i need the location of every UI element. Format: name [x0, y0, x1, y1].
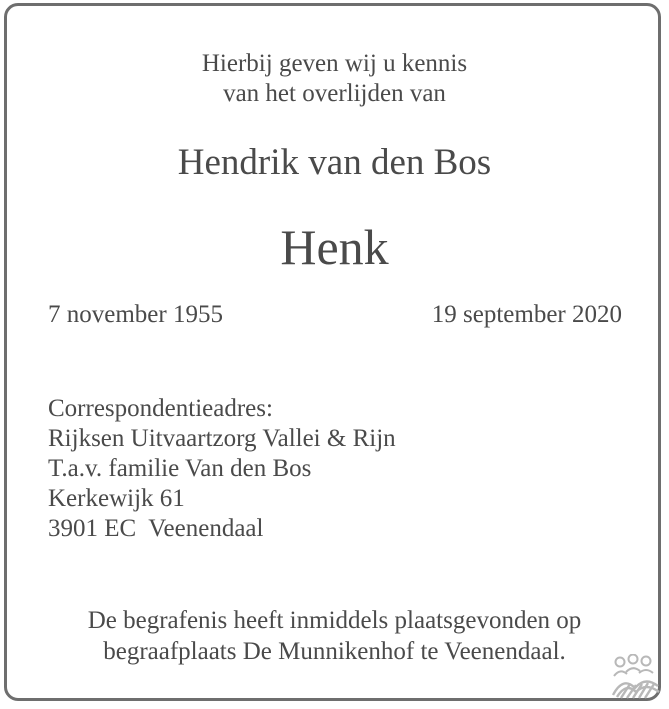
correspondence-line: T.a.v. familie Van den Bos — [48, 455, 312, 482]
person-shoulder-icon — [614, 671, 627, 676]
deceased-nickname: Henk — [280, 219, 389, 275]
intro-line-1: Hierbij geven wij u kennis — [201, 50, 468, 77]
announcement-frame — [4, 3, 661, 701]
funeral-notice-line-2: begraafplaats De Munnikenhof te Veenendaal. — [103, 638, 566, 665]
correspondence-line: Rijksen Uitvaartzorg Vallei & Rijn — [48, 425, 396, 452]
person-shoulder-icon — [626, 668, 640, 672]
funeral-notice-line-1: De begrafenis heeft inmiddels plaatsgevonden op — [87, 607, 582, 634]
deceased-full-name: Hendrik van den Bos — [177, 142, 492, 183]
birth-date: 7 november 1955 — [48, 301, 223, 328]
correspondence-heading: Correspondentieadres: — [48, 395, 273, 422]
correspondence-line: Kerkewijk 61 — [48, 485, 185, 512]
correspondence-line: 3901 EC Veenendaal — [48, 515, 264, 542]
people-group-logo-icon — [611, 654, 661, 699]
person-head-icon — [629, 655, 638, 664]
person-head-icon — [642, 657, 651, 666]
death-date: 19 september 2020 — [431, 301, 622, 328]
person-head-icon — [616, 658, 625, 667]
person-shoulder-icon — [639, 670, 653, 673]
intro-line-2: van het overlijden van — [223, 80, 446, 107]
